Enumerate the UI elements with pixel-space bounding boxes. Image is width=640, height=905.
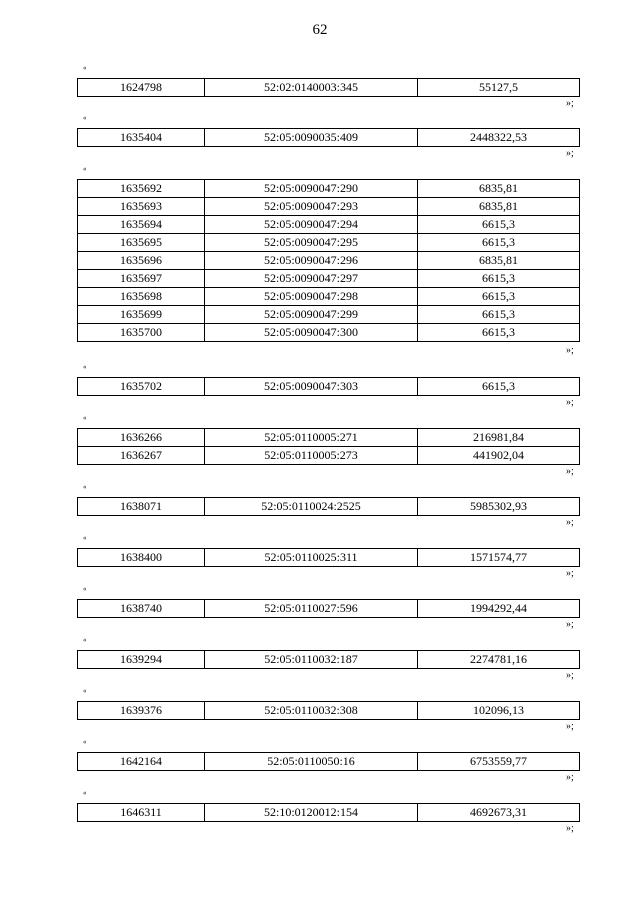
value-cell: 6835,81	[418, 252, 580, 270]
opening-quote-mark: «	[83, 585, 87, 593]
registry-number-cell: 1635697	[78, 270, 205, 288]
cadastral-number-cell: 52:05:0110025:311	[205, 549, 418, 567]
closing-quote-mark: »;	[566, 466, 574, 478]
cadastral-number-cell: 52:05:0090047:303	[205, 378, 418, 396]
registry-number-cell: 1635695	[78, 234, 205, 252]
cadastral-table	[77, 599, 580, 618]
table-row	[78, 447, 580, 465]
value-cell: 6835,81	[418, 198, 580, 216]
table-row	[78, 234, 580, 252]
registry-number-cell: 1635696	[78, 252, 205, 270]
closing-quote-mark: »;	[566, 148, 574, 160]
table-row	[78, 549, 580, 567]
registry-number-cell: 1636266	[78, 429, 205, 447]
value-cell: 6615,3	[418, 234, 580, 252]
registry-number-cell: 1646311	[78, 804, 205, 822]
closing-quote-mark: »;	[566, 772, 574, 784]
cadastral-number-cell: 52:05:0090047:290	[205, 180, 418, 198]
cadastral-number-cell: 52:05:0090047:295	[205, 234, 418, 252]
registry-number-cell: 1639294	[78, 651, 205, 669]
cadastral-number-cell: 52:05:0090047:300	[205, 324, 418, 342]
value-cell: 1994292,44	[418, 600, 580, 618]
cadastral-number-cell: 52:05:0090035:409	[205, 129, 418, 147]
cadastral-number-cell: 52:10:0120012:154	[205, 804, 418, 822]
table-row	[78, 198, 580, 216]
value-cell: 2274781,16	[418, 651, 580, 669]
value-cell: 6615,3	[418, 378, 580, 396]
value-cell: 441902,04	[418, 447, 580, 465]
value-cell: 6835,81	[418, 180, 580, 198]
cadastral-number-cell: 52:05:0110032:308	[205, 702, 418, 720]
table-row	[78, 378, 580, 396]
registry-number-cell: 1635700	[78, 324, 205, 342]
page-number: 62	[312, 22, 328, 38]
cadastral-table	[77, 428, 580, 465]
registry-number-cell: 1639376	[78, 702, 205, 720]
cadastral-number-cell: 52:05:0110024:2525	[205, 498, 418, 516]
cadastral-number-cell: 52:02:0140003:345	[205, 79, 418, 97]
cadastral-table	[77, 497, 580, 516]
closing-quote-mark: »;	[566, 619, 574, 631]
opening-quote-mark: «	[83, 414, 87, 422]
value-cell: 5985302,93	[418, 498, 580, 516]
registry-number-cell: 1636267	[78, 447, 205, 465]
opening-quote-mark: «	[83, 363, 87, 371]
registry-number-cell: 1635693	[78, 198, 205, 216]
cadastral-table	[77, 548, 580, 567]
cadastral-table	[77, 803, 580, 822]
opening-quote-mark: «	[83, 483, 87, 491]
value-cell: 1571574,77	[418, 549, 580, 567]
closing-quote-mark: »;	[566, 517, 574, 529]
opening-quote-mark: «	[83, 114, 87, 122]
cadastral-number-cell: 52:05:0090047:294	[205, 216, 418, 234]
opening-quote-mark: «	[83, 534, 87, 542]
table-row	[78, 129, 580, 147]
cadastral-table	[77, 650, 580, 669]
opening-quote-mark: «	[83, 636, 87, 644]
closing-quote-mark: »;	[566, 823, 574, 835]
registry-number-cell: 1638071	[78, 498, 205, 516]
opening-quote-mark: «	[83, 64, 87, 72]
cadastral-number-cell: 52:05:0110050:16	[205, 753, 418, 771]
closing-quote-mark: »;	[566, 670, 574, 682]
closing-quote-mark: »;	[566, 721, 574, 733]
opening-quote-mark: «	[83, 165, 87, 173]
cadastral-table	[77, 78, 580, 97]
closing-quote-mark: »;	[566, 568, 574, 580]
cadastral-table	[77, 179, 580, 342]
closing-quote-mark: »;	[566, 344, 574, 356]
registry-number-cell: 1635702	[78, 378, 205, 396]
cadastral-number-cell: 52:05:0090047:296	[205, 252, 418, 270]
registry-number-cell: 1624798	[78, 79, 205, 97]
value-cell: 6615,3	[418, 216, 580, 234]
table-row	[78, 270, 580, 288]
cadastral-table	[77, 752, 580, 771]
table-row	[78, 306, 580, 324]
table-row	[78, 180, 580, 198]
registry-number-cell: 1638740	[78, 600, 205, 618]
cadastral-number-cell: 52:05:0110032:187	[205, 651, 418, 669]
cadastral-number-cell: 52:05:0090047:293	[205, 198, 418, 216]
table-row	[78, 288, 580, 306]
value-cell: 4692673,31	[418, 804, 580, 822]
registry-number-cell: 1635404	[78, 129, 205, 147]
value-cell: 6615,3	[418, 324, 580, 342]
cadastral-number-cell: 52:05:0090047:298	[205, 288, 418, 306]
registry-number-cell: 1642164	[78, 753, 205, 771]
value-cell: 216981,84	[418, 429, 580, 447]
table-row	[78, 79, 580, 97]
value-cell: 6615,3	[418, 270, 580, 288]
opening-quote-mark: «	[83, 687, 87, 695]
closing-quote-mark: »;	[566, 397, 574, 409]
value-cell: 6753559,77	[418, 753, 580, 771]
table-row	[78, 324, 580, 342]
registry-number-cell: 1638400	[78, 549, 205, 567]
registry-number-cell: 1635692	[78, 180, 205, 198]
table-row	[78, 498, 580, 516]
cadastral-number-cell: 52:05:0110005:273	[205, 447, 418, 465]
opening-quote-mark: «	[83, 738, 87, 746]
table-row	[78, 753, 580, 771]
table-row	[78, 429, 580, 447]
table-row	[78, 252, 580, 270]
table-row	[78, 600, 580, 618]
table-row	[78, 216, 580, 234]
registry-number-cell: 1635698	[78, 288, 205, 306]
table-row	[78, 702, 580, 720]
opening-quote-mark: «	[83, 789, 87, 797]
table-row	[78, 804, 580, 822]
registry-number-cell: 1635694	[78, 216, 205, 234]
value-cell: 6615,3	[418, 306, 580, 324]
cadastral-number-cell: 52:05:0110027:596	[205, 600, 418, 618]
cadastral-number-cell: 52:05:0090047:299	[205, 306, 418, 324]
value-cell: 102096,13	[418, 702, 580, 720]
cadastral-table	[77, 377, 580, 396]
cadastral-number-cell: 52:05:0090047:297	[205, 270, 418, 288]
registry-number-cell: 1635699	[78, 306, 205, 324]
cadastral-table	[77, 128, 580, 147]
cadastral-table	[77, 701, 580, 720]
cadastral-number-cell: 52:05:0110005:271	[205, 429, 418, 447]
value-cell: 6615,3	[418, 288, 580, 306]
closing-quote-mark: »;	[566, 98, 574, 110]
value-cell: 2448322,53	[418, 129, 580, 147]
value-cell: 55127,5	[418, 79, 580, 97]
table-row	[78, 651, 580, 669]
